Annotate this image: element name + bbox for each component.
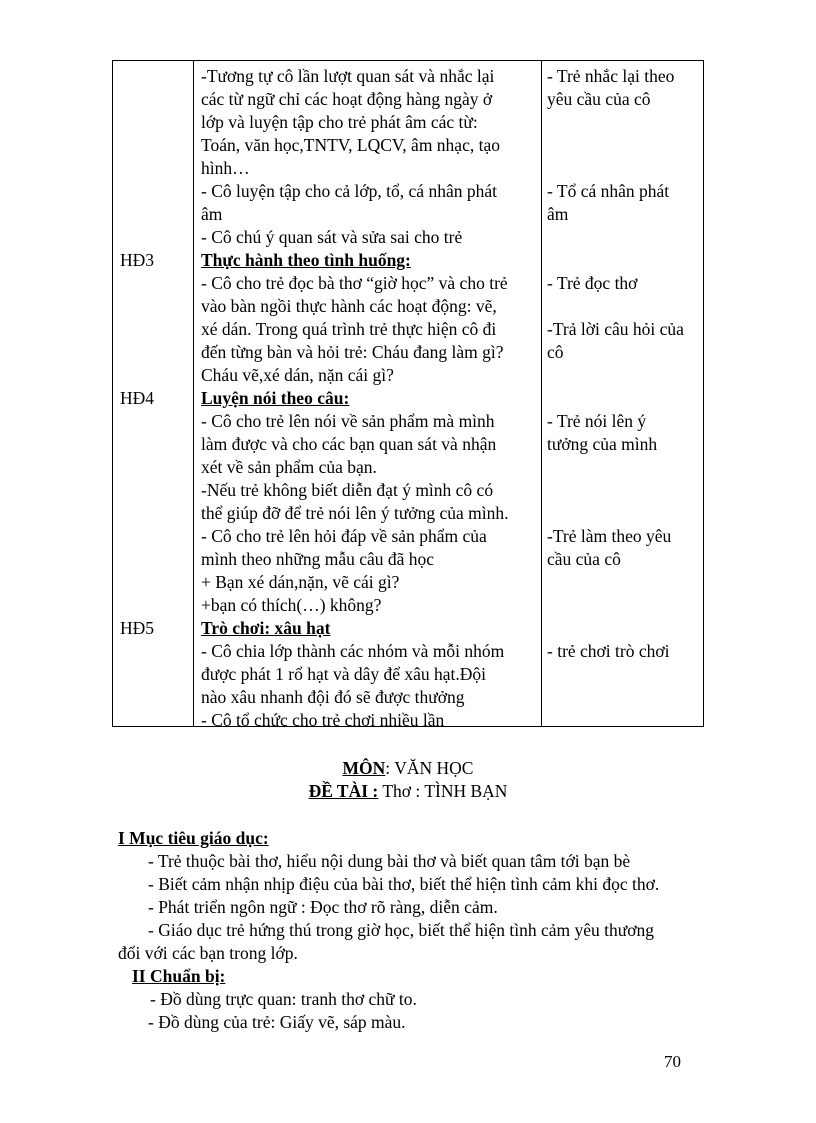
table-column-divider	[193, 61, 194, 726]
section-heading-objectives: I Mục tiêu giáo dục:	[118, 828, 269, 848]
teacher-activity-text: mình theo những mẫu câu đã học	[201, 549, 435, 569]
preparation-item: - Đồ dùng trực quan: tranh thơ chữ to.	[150, 989, 417, 1009]
teacher-activity-text: làm được và cho các bạn quan sát và nhận	[201, 434, 497, 454]
teacher-activity-text: - Cô cho trẻ lên hỏi đáp về sản phẩm của	[201, 526, 487, 546]
child-activity-text: - trẻ chơi trò chơi	[547, 641, 670, 661]
teacher-activity-text: hình…	[201, 158, 250, 178]
teacher-activity-text: + Bạn xé dán,nặn, vẽ cái gì?	[201, 572, 400, 592]
topic-label: ĐỀ TÀI :	[308, 781, 379, 801]
subject-line	[0, 757, 816, 780]
activity-table	[112, 60, 704, 730]
objective-item: - Trẻ thuộc bài thơ, hiểu nội dung bài thơ và biết quan tâm tới bạn bè	[148, 851, 631, 871]
activity-step-label: HĐ3	[120, 250, 155, 270]
teacher-activity-text: âm	[201, 204, 223, 224]
activity-heading: Thực hành theo tình huống:	[201, 250, 411, 270]
teacher-activity-text: các từ ngữ chỉ các hoạt động hàng ngày ở	[201, 89, 493, 109]
teacher-activity-text: xét về sản phẩm của bạn.	[201, 457, 377, 477]
child-activity-text: - Trẻ nhắc lại theo	[547, 66, 675, 86]
activity-step-label: HĐ4	[120, 388, 155, 408]
teacher-activity-text: lớp và luyện tập cho trẻ phát âm các từ:	[201, 112, 478, 132]
objective-item: - Phát triển ngôn ngữ : Đọc thơ rõ ràng, diễn cảm.	[148, 897, 498, 917]
subject-value: : VĂN HỌC	[385, 758, 474, 778]
activity-heading: Luyện nói theo câu:	[201, 388, 350, 408]
teacher-activity-text: được phát 1 rổ hạt và dây để xâu hạt.Đội	[201, 664, 487, 684]
teacher-activity-text: - Cô chia lớp thành các nhóm và mỗi nhóm	[201, 641, 505, 661]
table-column-divider	[541, 61, 542, 726]
child-activity-text: tưởng của mình	[547, 434, 658, 454]
child-activity-text: -Trẻ làm theo yêu	[547, 526, 672, 546]
topic-value: Thơ : TÌNH BẠN	[378, 781, 508, 801]
child-activity-text: - Tổ cá nhân phát	[547, 181, 670, 201]
teacher-activity-text: - Cô cho trẻ lên nói về sản phẩm mà mình	[201, 411, 495, 431]
teacher-activity-text: - Cô chú ý quan sát và sửa sai cho trẻ	[201, 227, 463, 247]
teacher-activity-text: - Cô cho trẻ đọc bà thơ “giờ học” và cho trẻ	[201, 273, 508, 293]
subject-label: MÔN	[342, 758, 386, 778]
teacher-activity-text: -Tương tự cô lần lượt quan sát và nhắc lại	[201, 66, 495, 86]
child-activity-text: - Trẻ nói lên ý	[547, 411, 647, 431]
teacher-activity-text: +bạn có thích(…) không?	[201, 595, 382, 615]
teacher-activity-text: Toán, văn học,TNTV, LQCV, âm nhạc, tạo	[201, 135, 500, 155]
teacher-activity-text: -Nếu trẻ không biết diễn đạt ý mình cô có	[201, 480, 494, 500]
teacher-activity-text: - Cô luyện tập cho cả lớp, tổ, cá nhân phát	[201, 181, 497, 201]
child-activity-text: cầu của cô	[547, 549, 621, 569]
page-number: 70	[664, 1052, 681, 1071]
child-activity-text: yêu cầu của cô	[547, 89, 651, 109]
child-activity-text: - Trẻ đọc thơ	[547, 273, 638, 293]
teacher-activity-text: Cháu vẽ,xé dán, nặn cái gì?	[201, 365, 394, 385]
child-activity-text: -Trả lời câu hỏi của	[547, 319, 684, 339]
activity-step-label: HĐ5	[120, 618, 155, 638]
teacher-activity-text: vào bàn ngồi thực hành các hoạt động: vẽ,	[201, 296, 497, 316]
child-activity-text: âm	[547, 204, 569, 224]
teacher-activity-text: đến từng bàn và hỏi trẻ: Cháu đang làm gì?	[201, 342, 504, 362]
teacher-activity-text: thể giúp đỡ để trẻ nói lên ý tưởng của mình.	[201, 503, 509, 523]
objective-item: - Giáo dục trẻ hứng thú trong giờ học, biết thể hiện tình cảm yêu thương	[148, 920, 654, 940]
topic-line	[0, 780, 816, 803]
section-heading-preparation: II Chuẩn bị:	[132, 966, 226, 986]
preparation-item: - Đồ dùng của trẻ: Giấy vẽ, sáp màu.	[148, 1012, 406, 1032]
objective-item: - Biết cảm nhận nhịp điệu của bài thơ, biết thể hiện tình cảm khi đọc thơ.	[148, 874, 660, 894]
teacher-activity-text: xé dán. Trong quá trình trẻ thực hiện cô đi	[201, 319, 497, 339]
activity-heading: Trò chơi: xâu hạt	[201, 618, 331, 638]
child-activity-text: cô	[547, 342, 564, 362]
objective-item-continuation: đối với các bạn trong lớp.	[118, 943, 298, 963]
teacher-activity-text: - Cô tổ chức cho trẻ chơi nhiều lần	[201, 710, 445, 730]
teacher-activity-text: nào xâu nhanh đội đó sẽ được thưởng	[201, 687, 465, 707]
